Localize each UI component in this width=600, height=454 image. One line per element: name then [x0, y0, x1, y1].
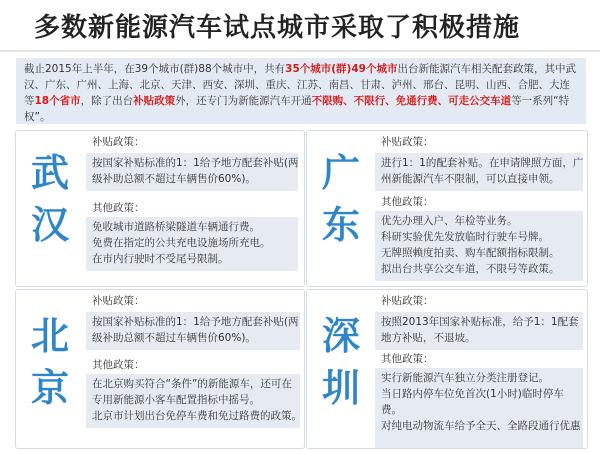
intro-highlight-subsidy: 补贴政策 — [133, 95, 176, 107]
beijing-subsidy-box — [86, 312, 300, 350]
shenzhen-other-box — [375, 368, 583, 448]
beijing-card — [15, 289, 305, 449]
wuhan-other-line: 在市内行驶时不受尾号限制。 — [92, 253, 229, 265]
shenzhen-other-label: 其他政策： — [381, 353, 434, 365]
shenzhen-card — [306, 289, 588, 449]
shenzhen-other-line: 实行新能源汽车独立分类注册登记。 — [381, 372, 549, 384]
beijing-char-2: 京 — [30, 366, 69, 410]
guangdong-other-line: 科研实验优先发放临时行驶车号牌。 — [381, 231, 549, 243]
shenzhen-subsidy-line: 地方补贴，不退坡。 — [381, 332, 476, 344]
shenzhen-subsidy-label: 补贴政策： — [381, 295, 434, 307]
guangdong-other-line: 优先办理入户、年检等业务。 — [381, 215, 518, 227]
beijing-subsidy-label: 补贴政策： — [92, 295, 145, 307]
wuhan-other-label: 其他政策： — [92, 202, 145, 214]
beijing-other-line: 北京市计划出台免停车费和免过路费的政策。 — [92, 410, 302, 422]
wuhan-subsidy-box — [86, 153, 298, 191]
beijing-city-name — [26, 310, 74, 414]
beijing-other-line: 在北京购买符合“条件”的新能源车，还可在 — [92, 378, 292, 390]
shenzhen-other-line: 当日路内停车位免首次(1小时)临时停车 — [381, 388, 564, 400]
shenzhen-subsidy-line: 按照2013年国家补贴标准，给予1：1配套 — [381, 316, 579, 328]
page-title: 多数新能源汽车试点城市采取了积极措施 — [34, 13, 521, 43]
intro-highlight-privileges: 不限购、不限行、免通行费、可走公交车道 — [311, 95, 512, 107]
wuhan-subsidy-line: 级补助总额不超过车辆售价60%)。 — [92, 173, 256, 185]
wuhan-other-line: 免费在指定的公共充电设施场所充电。 — [92, 237, 271, 249]
intro-highlight-cities: 35个城市(群)49个城市 — [285, 63, 398, 75]
shenzhen-city-name — [317, 310, 365, 414]
wuhan-card — [15, 130, 305, 287]
guangdong-subsidy-label: 补贴政策： — [381, 136, 434, 148]
wuhan-subsidy-label: 补贴政策： — [92, 136, 145, 148]
wuhan-other-line: 免收城市道路桥梁隧道车辆通行费。 — [92, 221, 260, 233]
guangdong-city-name — [317, 147, 365, 251]
intro-text-3: ，除了出台 — [80, 95, 134, 107]
intro-text-4: 外，还专门为新能源汽车开通 — [175, 95, 312, 107]
guangdong-char-2: 东 — [321, 203, 360, 247]
guangdong-other-label: 其他政策： — [381, 196, 434, 208]
guangdong-subsidy-line: 进行1：1的配套补贴。在申请牌照方面，广 — [381, 157, 584, 169]
title-divider — [0, 50, 600, 52]
shenzhen-subsidy-box — [375, 312, 583, 350]
guangdong-subsidy-line: 州新能源汽车不限制，可以直接申领。 — [381, 173, 560, 185]
shenzhen-other-line: 费。 — [381, 404, 402, 416]
beijing-other-line: 专用新能源小客车配置指标中摇号。 — [92, 394, 260, 406]
wuhan-char-2: 汉 — [30, 203, 69, 247]
wuhan-other-box — [86, 217, 298, 271]
intro-text-2: 出台新能源汽车相关配套政策，其中武汉、广东、广州、上海、北京、天津、西安、深圳、重庆、江苏、南昌、甘肃、泸州、邢台、昆明、山西、合肥、大连等 — [24, 63, 576, 107]
wuhan-city-name — [26, 147, 74, 251]
guangdong-subsidy-box — [375, 153, 583, 191]
intro-paragraph — [16, 58, 586, 124]
beijing-other-box — [86, 374, 300, 428]
guangdong-other-box — [375, 211, 583, 281]
beijing-subsidy-line: 级补助总额不超过车辆售价60%)。 — [92, 332, 256, 344]
wuhan-char-1: 武 — [30, 151, 69, 195]
guangdong-other-line: 无牌照赖度拍卖、购车配额指标限制。 — [381, 247, 560, 259]
wuhan-subsidy-line: 按国家补贴标准的1：1给予地方配套补贴(两 — [92, 157, 299, 169]
beijing-char-1: 北 — [30, 314, 69, 358]
intro-highlight-provinces: 18个省市 — [34, 95, 81, 107]
intro-text-5: 等一系列“特权”。 — [24, 95, 570, 123]
shenzhen-other-line: 对纯电动物流车给予全天、全路段通行优惠 — [381, 420, 581, 432]
intro-text-1: 截止2015年上半年，在39个城市(群)88个城市中，共有 — [24, 63, 286, 75]
beijing-other-label: 其他政策： — [92, 359, 145, 371]
guangdong-other-line: 拟出台共享公交车道，不限号等政策。 — [381, 263, 560, 275]
shenzhen-char-1: 深 — [321, 314, 360, 358]
guangdong-card — [306, 130, 588, 287]
shenzhen-char-2: 圳 — [321, 366, 360, 410]
beijing-subsidy-line: 按国家补贴标准的1：1给予地方配套补贴(两 — [92, 316, 299, 328]
guangdong-char-1: 广 — [321, 151, 360, 195]
